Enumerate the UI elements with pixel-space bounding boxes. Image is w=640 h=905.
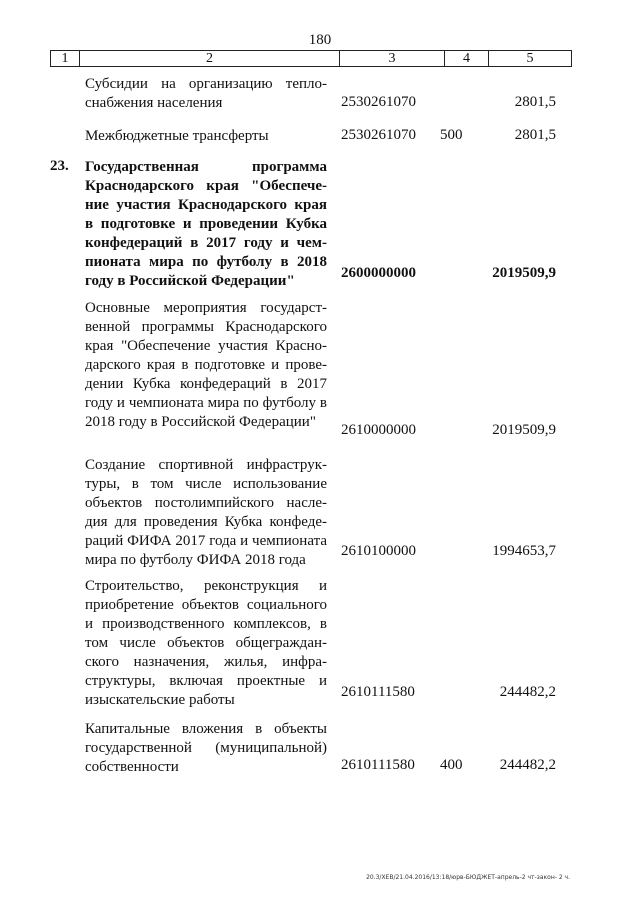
row-amount: 2019509,9 xyxy=(492,422,556,438)
header-col-2: 2 xyxy=(80,51,340,66)
row-type: 500 xyxy=(440,127,463,143)
row-code: 2610100000 xyxy=(341,543,416,559)
row-amount: 244482,2 xyxy=(499,684,556,700)
header-col-5: 5 xyxy=(526,51,534,66)
row-code: 2530261070 xyxy=(341,94,416,110)
row-name: Основные мероприятия государст-венной программы Краснодарского края "Обеспечение участия Красно-дарского края в подготовке и прове-дении Кубка конфедераций в 2017 году и чемпионата мира по футболу в 2018 году в Российской Федерации" xyxy=(85,300,327,430)
header-col-3: 3 xyxy=(340,51,445,66)
row-name: Межбюджетные трансферты xyxy=(85,128,269,144)
row-name: Создание спортивной инфраструк-туры, в том числе использование объектов постолимпийского насле-дия для проведения Кубка конфеде-раций ФИФА 2017 года и чемпионата мира по футболу ФИФА 2018 года xyxy=(85,457,327,568)
row-amount: 2019509,9 xyxy=(492,265,556,281)
row-amount: 1994653,7 xyxy=(492,543,556,559)
row-code: 2530261070 xyxy=(341,127,416,143)
row-code: 2610000000 xyxy=(341,422,416,438)
row-name: Строительство, реконструкция и приобретение объектов социального и производственного комплексов, в том числе объектов общеграждан-ского назначения, жилья, инфра-структуры, включая проектные и изыскательские работы xyxy=(85,578,327,708)
header-col-4: 4 xyxy=(445,51,489,66)
row-amount: 2801,5 xyxy=(514,127,556,143)
footer-stamp: 20.3/ХЕВ/21.04.2016/13:18/юрв-БЮДЖЕТ-апрель-2 чт-закон- 2 ч. xyxy=(366,874,570,881)
row-code: 2610111580 xyxy=(341,684,415,700)
header-col-1: 1 xyxy=(51,51,80,66)
row-name: Капитальные вложения в объекты государственной (муниципальной) собственности xyxy=(85,721,327,775)
row-type: 400 xyxy=(440,757,463,773)
table-header xyxy=(50,50,572,67)
row-amount: 244482,2 xyxy=(499,757,556,773)
row-code: 2610111580 xyxy=(341,757,415,773)
row-name: Субсидии на организацию тепло-снабжения населения xyxy=(85,76,327,111)
page-number: 180 xyxy=(308,32,332,48)
row-name: Государственная программа Краснодарского края "Обеспече-ние участия Краснодарского края в подготовке и проведении Кубка конфедераций в 2017 году и чем-пионата мира по футболу в 2018 году в Российской Федерации" xyxy=(85,159,327,289)
row-code: 2600000000 xyxy=(341,265,416,281)
row-number: 23. xyxy=(50,158,69,174)
row-amount: 2801,5 xyxy=(514,94,556,110)
